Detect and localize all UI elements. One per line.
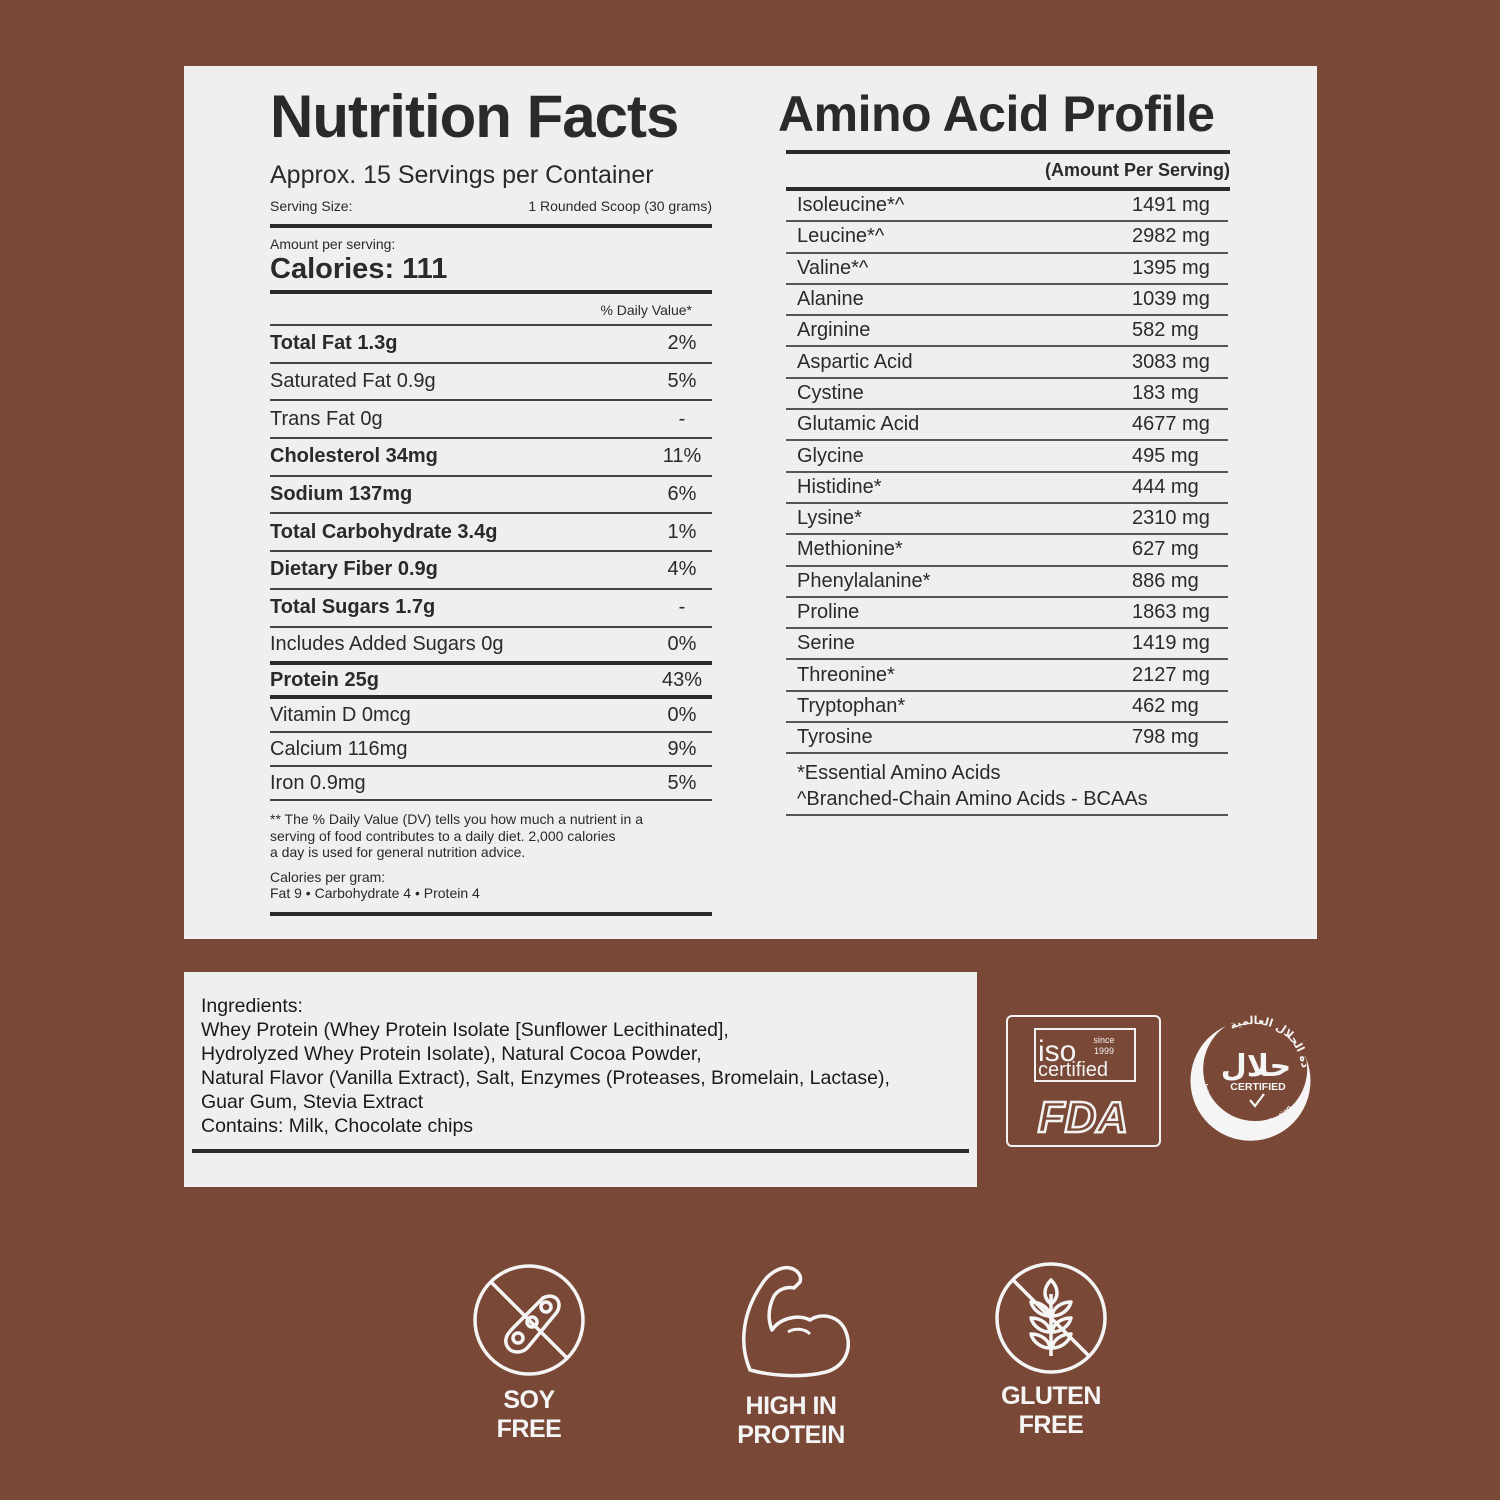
halal-arabic: حلال [1220,1049,1292,1084]
amino-value: 3083 mg [1132,350,1210,373]
iso-fda-badge [1006,1015,1161,1147]
ingredients-line: Whey Protein (Whey Protein Isolate [Sunflower Lecithinated], [201,1019,729,1041]
nutrient-name: Trans Fat 0g [270,407,383,430]
amino-value: 2982 mg [1132,225,1210,248]
servings-per-container: Approx. 15 Servings per Container [270,161,654,189]
amino-value: 582 mg [1132,319,1199,342]
iso-since: since [1093,1035,1115,1045]
halal-arabic-ring: دة الحلال العالمية [1227,1013,1312,1069]
nutrient-dv: 0% [667,703,697,726]
amino-row [786,441,1228,472]
amino-value: 495 mg [1132,444,1199,467]
amount-per-serving-header: (Amount Per Serving) [786,150,1230,191]
ingredients-text [201,994,890,1138]
iso-fda-logo [1008,1017,1159,1145]
nutrient-dv: - [678,407,686,430]
amino-row [786,660,1228,691]
amino-row [786,504,1228,535]
amino-value: 444 mg [1132,475,1199,498]
amino-name: Isoleucine*^ [797,194,905,217]
nutrition-title: Nutrition Facts [270,83,679,150]
amino-name: Proline [797,601,860,623]
nutrient-name: Cholesterol 34mg [270,445,438,468]
daily-value-header: % Daily Value* [270,294,712,326]
nutrient-dv: 9% [667,737,697,760]
nutrient-row [270,326,712,364]
nutrient-dv: 4% [667,558,697,581]
halal-ring-text: International Halal Certification [1200,1083,1294,1131]
amino-value: 2127 mg [1132,663,1210,686]
nutrient-dv: 0% [667,632,697,655]
calories: Calories: 111 [270,252,712,294]
amino-row [786,347,1228,378]
check-icon [1250,1094,1264,1106]
nutrient-row [270,364,712,402]
amino-row [786,473,1228,504]
serving-size [270,198,712,228]
serving-size-label: Serving Size: [270,198,353,214]
amino-value: 1395 mg [1132,256,1210,279]
amino-row [786,723,1228,754]
nutrient-row [270,552,712,590]
nutrient-dv: 43% [661,668,703,691]
nutrient-row [270,477,712,515]
amino-row [786,254,1228,285]
cpg-label: Calories per gram: [270,868,386,885]
amino-name: Aspartic Acid [797,350,913,373]
ingredients-divider [192,1149,969,1153]
amino-row [786,222,1228,253]
nutrient-dv: - [678,596,686,619]
amino-name: Alanine [797,288,864,311]
halal-badge [1184,1012,1320,1148]
amino-name: Histidine* [797,475,882,498]
amino-name: Glycine [797,444,864,467]
soy-free-badge [449,1262,609,1444]
amino-name: Arginine [797,319,871,342]
amino-name: Tyrosine [797,726,873,749]
nutrient-row [270,733,712,767]
nutrient-name: Saturated Fat 0.9g [270,370,436,393]
amino-value: 1491 mg [1132,194,1210,217]
feature-line: HIGH IN [745,1392,837,1420]
nutrient-dv: 11% [662,445,702,468]
iso-certified: certified [1038,1059,1109,1081]
cpg-values: Fat 9 • Carbohydrate 4 • Protein 4 [270,885,480,902]
ingredients-line: Guar Gum, Stevia Extract [201,1091,424,1113]
amino-name: Phenylalanine* [797,569,931,592]
nutrient-row [270,514,712,552]
amino-value: 183 mg [1132,381,1199,404]
amino-name: Lysine* [797,507,862,530]
nutrient-name: Calcium 116mg [270,737,408,760]
amino-value: 4677 mg [1132,413,1210,436]
amino-name: Cystine [797,381,864,404]
amino-row [786,410,1228,441]
nutrient-row [270,767,712,801]
amino-row [786,692,1228,723]
footnote-line: a day is used for general nutrition advice. [270,844,526,861]
amino-name: Glutamic Acid [797,413,920,436]
gluten-free-label [971,1382,1131,1440]
amino-value: 462 mg [1132,694,1199,717]
nutrient-name: Dietary Fiber 0.9g [270,558,438,581]
amino-row [786,191,1228,222]
iso-text: iso [1038,1035,1077,1068]
daily-value-footnote [270,811,712,861]
amino-value: 886 mg [1132,569,1199,592]
nutrient-dv: 6% [667,483,697,506]
feature-line: FREE [1018,1411,1084,1439]
footnote-line: serving of food contributes to a daily diet. 2,000 calories [270,827,616,844]
amino-value: 1419 mg [1132,632,1210,655]
amino-row [786,629,1228,660]
fda-text: FDA [1037,1093,1129,1142]
gluten-free-badge [971,1260,1131,1440]
amino-value: 1039 mg [1132,288,1210,311]
feature-line: PROTEIN [737,1421,845,1449]
essential-note: *Essential Amino Acids [797,762,1001,785]
amino-title: Amino Acid Profile [778,86,1215,142]
high-protein-label [711,1392,871,1450]
no-gluten-icon [993,1260,1109,1376]
nutrient-row [270,699,712,733]
high-protein-badge [711,1262,871,1450]
amino-row [786,285,1228,316]
nutrient-name: Includes Added Sugars 0g [270,632,504,655]
amino-row [786,379,1228,410]
halal-certified: CERTIFIED [1230,1081,1286,1093]
flexed-arm-icon [728,1262,854,1378]
nutrient-name: Sodium 137mg [270,483,413,506]
amount-per-serving: Amount per serving: [270,236,396,252]
amino-notes [786,754,1228,816]
nutrient-row [270,665,712,699]
serving-size-value: 1 Rounded Scoop (30 grams) [528,198,712,214]
feature-line: SOY [503,1386,555,1414]
amino-value: 798 mg [1132,726,1199,749]
amino-name: Valine*^ [797,256,869,279]
nutrient-row [270,590,712,628]
amino-value: 2310 mg [1132,507,1210,530]
amino-acid-profile [778,84,1238,816]
amino-value: 1863 mg [1132,601,1210,623]
soy-free-label [449,1386,609,1444]
ingredients-heading: Ingredients: [201,995,303,1017]
nutrient-row [270,439,712,477]
nutrient-name: Protein 25g [270,668,379,691]
nutrient-dv: 1% [667,520,697,543]
amino-list [786,191,1228,754]
nutrient-name: Iron 0.9mg [270,771,366,794]
nutrient-dv: 2% [667,332,697,355]
calories-per-gram [270,869,712,916]
iso-year: 1999 [1093,1046,1115,1056]
nutrient-dv: 5% [667,771,697,794]
amino-row [786,598,1228,629]
nutrient-name: Total Sugars 1.7g [270,596,436,619]
nutrient-row [270,628,712,666]
halal-logo [1184,1012,1320,1148]
no-soy-icon [471,1262,587,1378]
nutrient-dv: 5% [667,370,697,393]
footnote-line: ** The % Daily Value (DV) tells you how much a nutrient in a [270,811,643,828]
amino-name: Serine [797,632,855,655]
amino-row [786,535,1228,566]
ingredients-line: Hydrolyzed Whey Protein Isolate), Natural Cocoa Powder, [201,1043,702,1065]
amino-row [786,567,1228,598]
amino-name: Tryptophan* [797,694,906,717]
nutrient-name: Total Carbohydrate 3.4g [270,520,498,543]
ingredients-panel [184,972,977,1187]
nutrition-facts [270,84,712,916]
feature-line: FREE [496,1415,562,1443]
amino-row [786,316,1228,347]
nutrient-name: Total Fat 1.3g [270,332,398,355]
feature-line: GLUTEN [1001,1382,1101,1410]
contains-line: Contains: Milk, Chocolate chips [201,1115,474,1137]
amino-name: Leucine*^ [797,225,885,248]
ingredients-line: Natural Flavor (Vanilla Extract), Salt, Enzymes (Proteases, Bromelain, Lactase), [201,1067,890,1089]
nutrient-row [270,401,712,439]
nutrient-name: Vitamin D 0mcg [270,703,411,726]
amino-name: Methionine* [797,538,903,561]
amino-name: Threonine* [797,663,895,686]
bcaa-note: ^Branched-Chain Amino Acids - BCAAs [797,788,1148,811]
amino-value: 627 mg [1132,538,1199,561]
